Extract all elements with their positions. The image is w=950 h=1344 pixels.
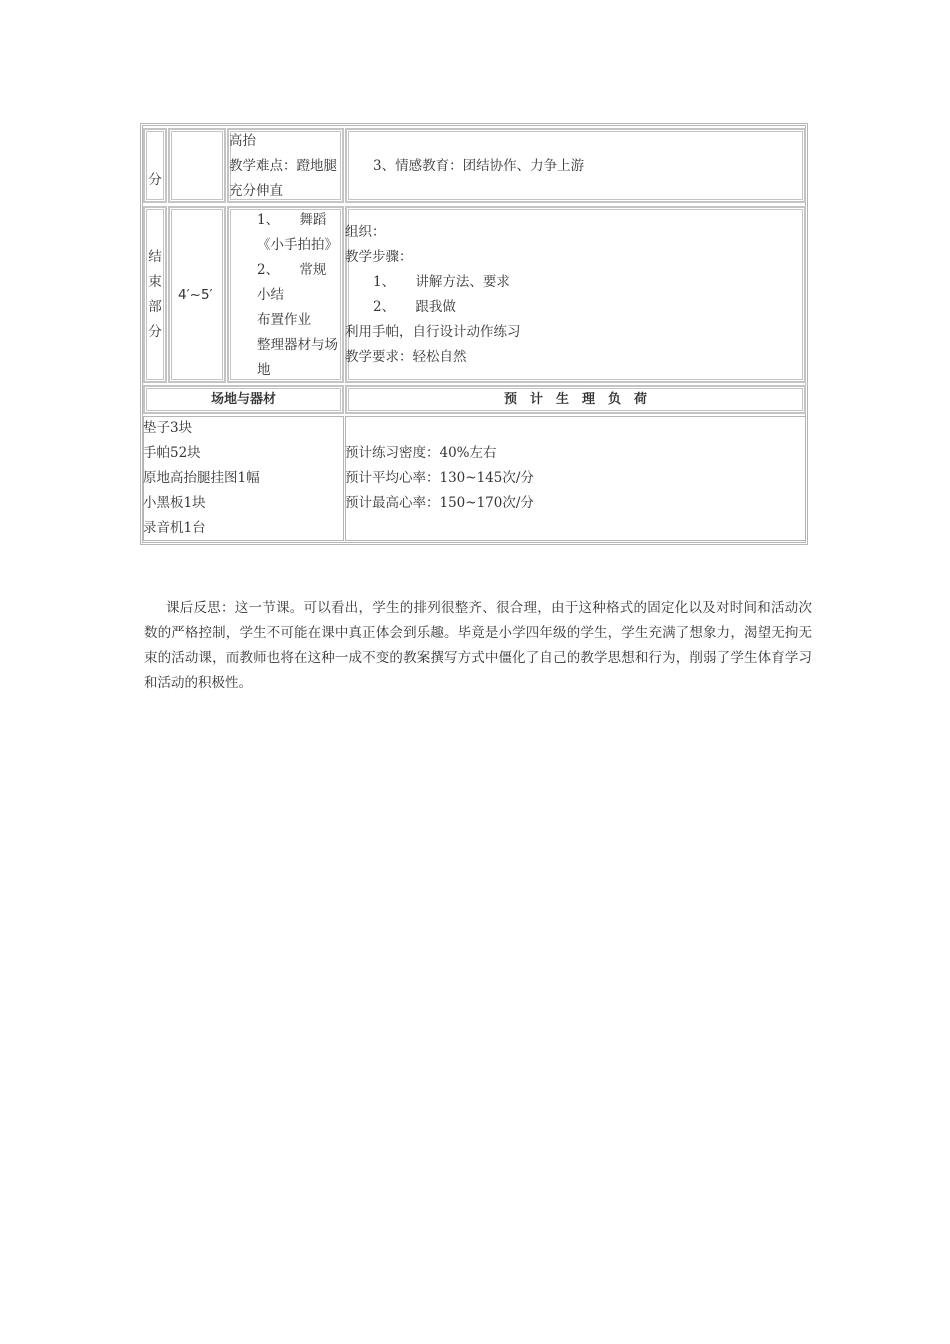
row1-content-line: 充分伸直 [229,183,283,199]
equipment-item: 原地高抬腿挂图1幅 [143,470,260,486]
equipment-item: 小黑板1块 [143,495,206,511]
equipment-item: 录音机1台 [143,520,206,536]
row2-section-char: 结 [148,249,162,265]
row1-requirement: 3、情感教育：团结协作、力争上游 [373,158,585,174]
row2-section-char: 分 [148,324,162,340]
reflection-paragraph: 课后反思：这一节课。可以看出，学生的排列很整齐、很合理，由于这种格式的固定化以及对时间和活动次数的严格控制，学生不可能在课中真正体会到乐趣。毕竟是小学四年级的学生，学生充满了想象力，渴望无拘无束的活动课，而教师也将在这种一成不变的教案撰写方式中僵化了自己的教学思想和行为，削弱了学生体育学习和活动的积极性。 [144,600,812,691]
row2-content-line: 1、 舞蹈 [257,212,327,228]
row1-section-label: 分 [148,172,162,188]
equipment-item: 手帕52块 [143,445,201,461]
load-item: 预计平均心率：130~145次/分 [345,470,534,486]
row2-content-line: 布置作业 [257,312,311,328]
row2-content-line: 《小手拍拍》 [257,237,338,253]
load-item: 预计最高心率：150~170次/分 [345,495,534,511]
row2-org-line: 组织： [345,224,386,240]
equipment-header: 场地与器材 [210,392,276,407]
row2-org-line: 利用手帕，自行设计动作练习 [345,324,521,340]
row2-content-line: 地 [257,362,271,378]
row2-content-line: 2、 常规 [257,262,327,278]
row2-content-line: 小结 [257,287,284,303]
row2-time: 4′~5′ [178,287,213,303]
row2-org-line: 1、 讲解方法、要求 [373,274,510,290]
row2-content-line: 整理器材与场 [257,337,338,353]
row1-content-line: 高抬 [229,133,256,149]
row2-org-line: 教学步骤： [345,249,413,265]
row2-section-char: 部 [148,299,162,315]
load-item: 预计练习密度：40%左右 [345,445,497,461]
row1-content-line: 教学难点：蹬地腿 [229,158,337,174]
row2-org-line: 教学要求：轻松自然 [345,349,467,365]
row2-org-line: 2、 跟我做 [373,299,456,315]
equipment-item: 垫子3块 [143,420,193,436]
load-header: 预 计 生 理 负 荷 [503,392,647,407]
row1-time-cell [168,128,226,203]
row2-section-char: 束 [148,274,162,290]
